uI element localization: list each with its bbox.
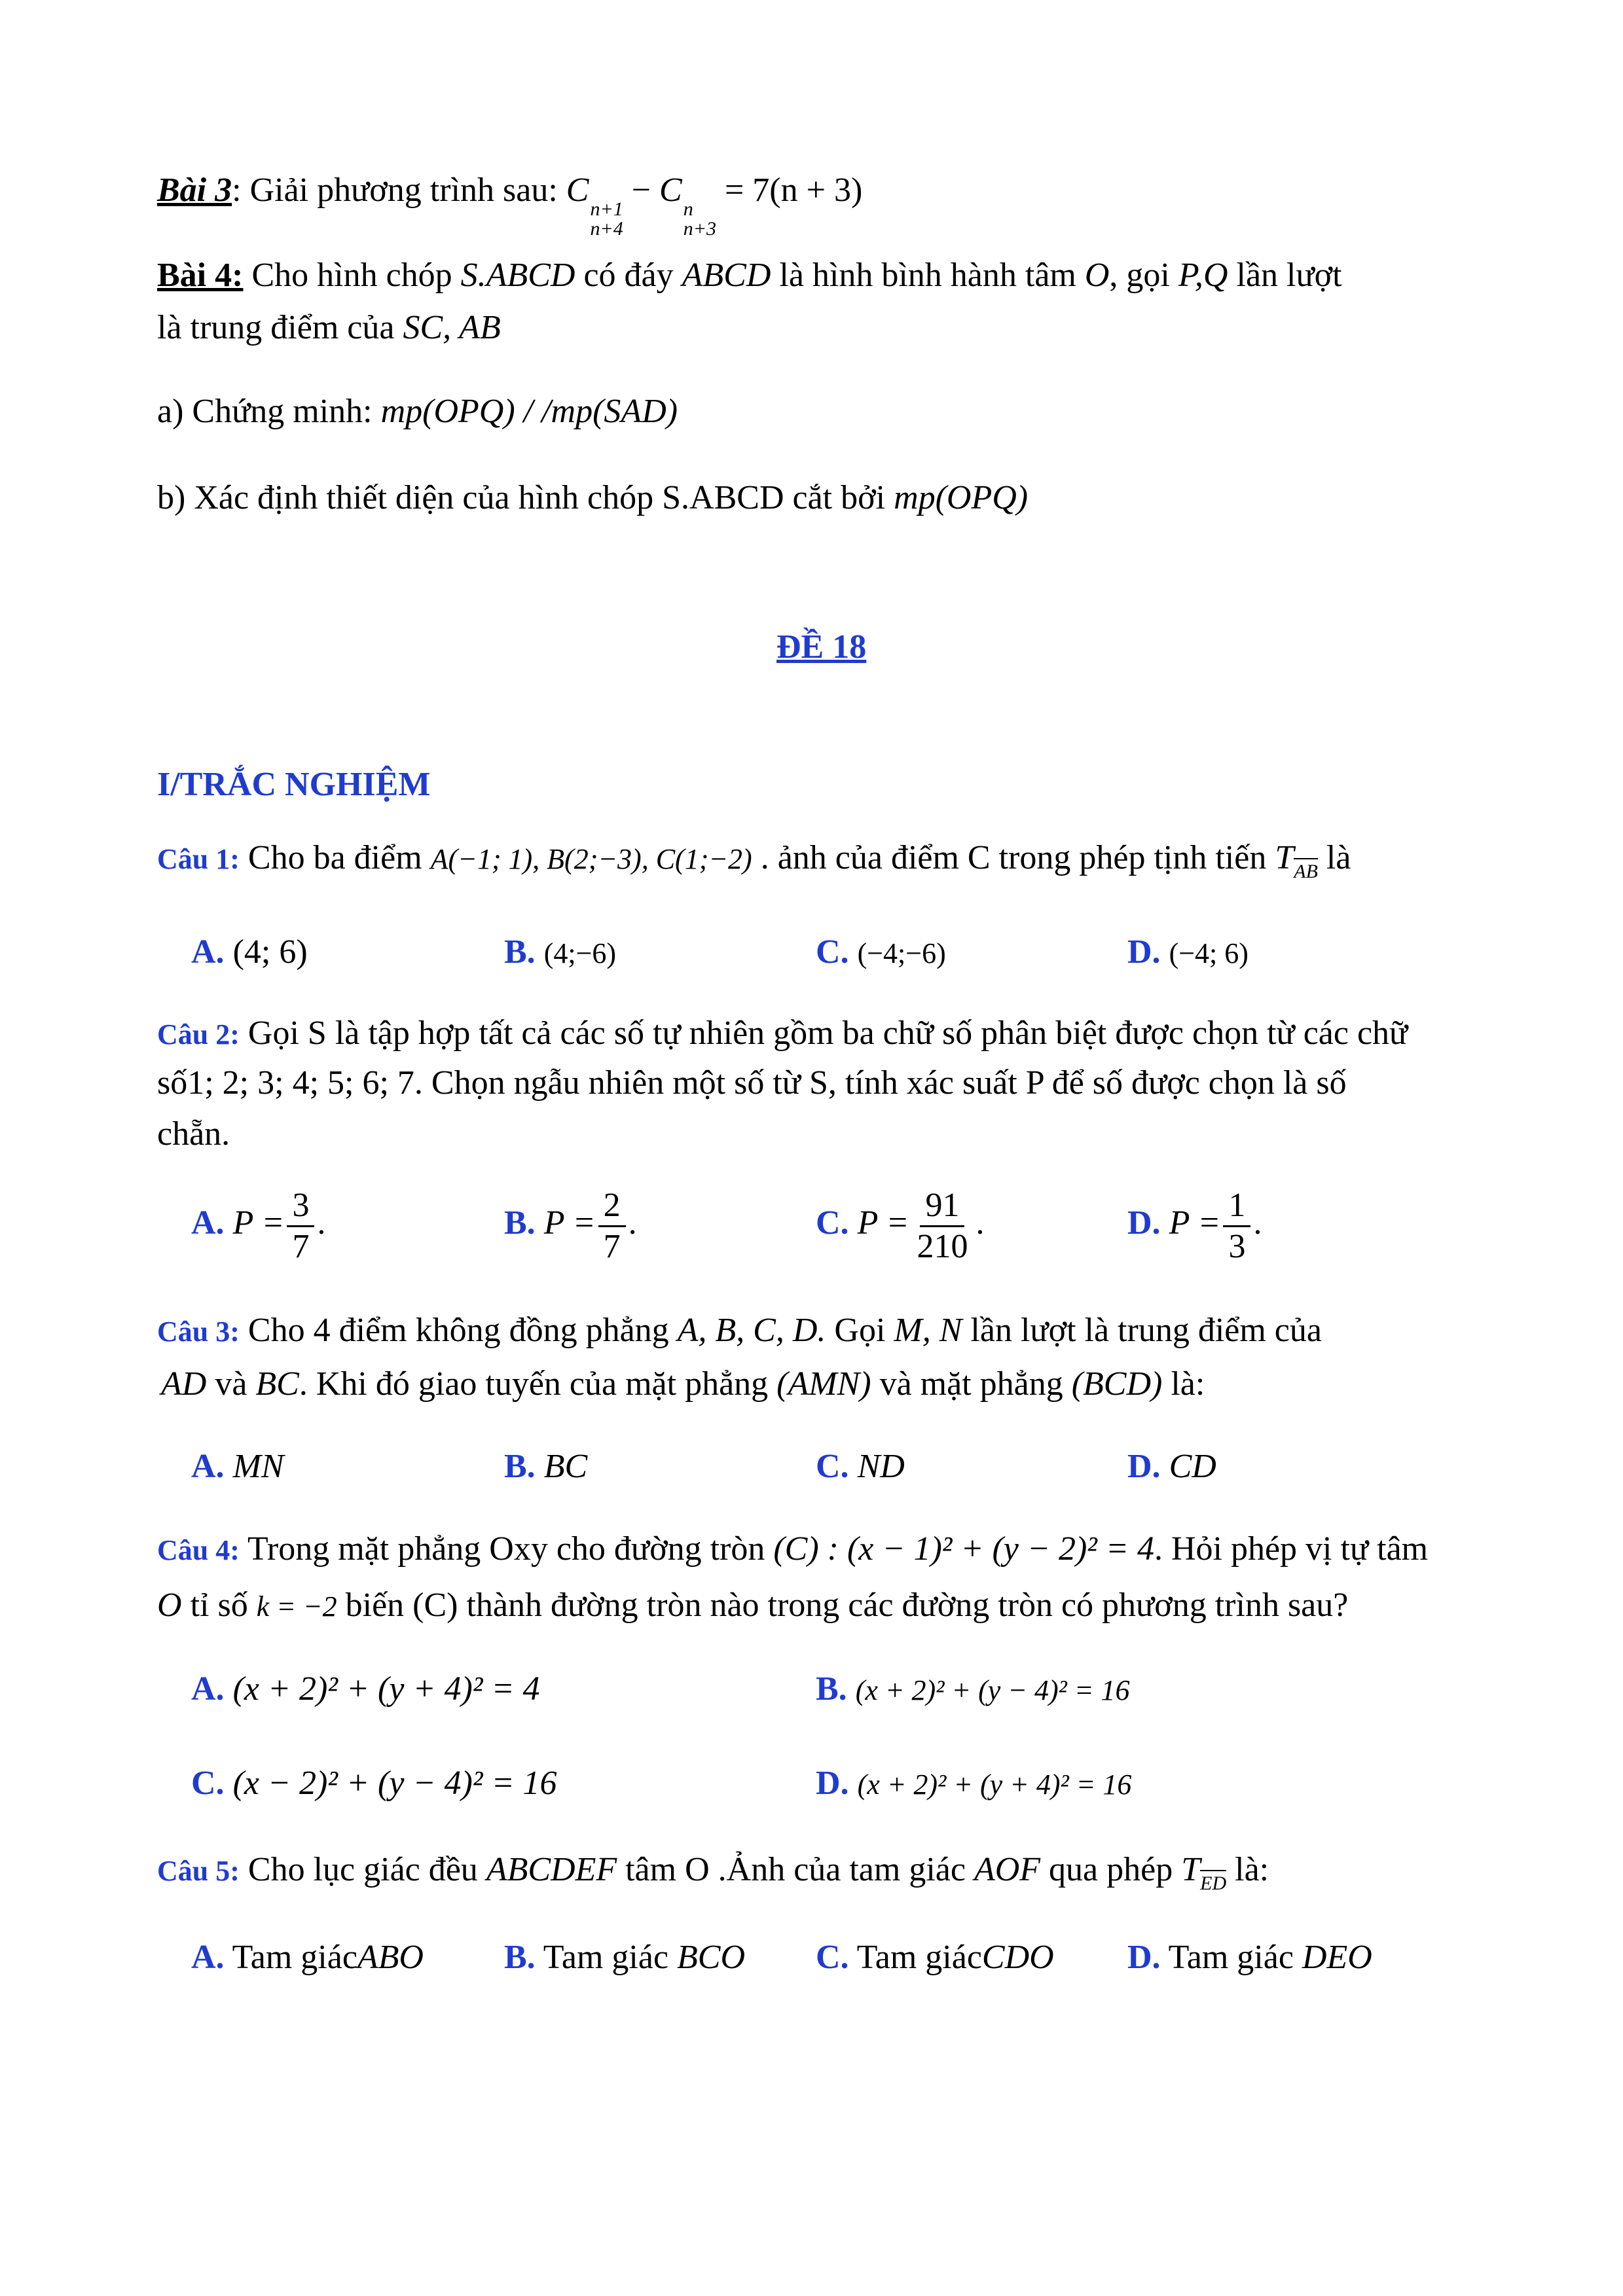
cau5-option-a: [191, 1936, 424, 1979]
option-value: (x + 2)² + (y + 4)² = 4: [232, 1670, 540, 1708]
bai4-sabcd: S.ABCD: [460, 257, 575, 294]
option-value: CDO: [981, 1939, 1054, 1976]
cau3-text2: Gọi: [826, 1312, 894, 1349]
fraction: [287, 1186, 314, 1266]
option-label: A.: [191, 1448, 225, 1485]
cau3-amn: (AMN): [776, 1365, 871, 1403]
cau1-text3: là: [1317, 839, 1351, 876]
option-label: C.: [816, 1939, 849, 1976]
option-label: D.: [816, 1765, 849, 1802]
bai4-part-a-text: a) Chứng minh:: [157, 393, 381, 430]
option-label: A.: [191, 933, 225, 971]
cau4-text1: Trong mặt phẳng Oxy cho đường tròn: [239, 1530, 774, 1568]
cau5-text3: qua phép: [1040, 1851, 1182, 1888]
cau1-label: Câu 1:: [157, 843, 240, 875]
bai4-sc-ab: SC, AB: [403, 309, 501, 346]
cau3-label: Câu 3:: [157, 1316, 240, 1348]
bai3-line: [157, 169, 862, 239]
bai4-part-a: [157, 390, 678, 433]
cau4-line1: [157, 1528, 1428, 1570]
option-label: A.: [191, 1939, 225, 1976]
option-value: DEO: [1302, 1939, 1372, 1976]
option-value: ND: [857, 1448, 905, 1485]
option-lhs: P =: [232, 1204, 285, 1242]
option-label: B.: [504, 933, 536, 971]
cau3-line2-text: . Khi đó giao tuyến của mặt phẳng: [299, 1365, 777, 1403]
option-label: D.: [1127, 1204, 1161, 1242]
cau3-line1: [157, 1309, 1322, 1352]
cau4-k: k = −2: [256, 1590, 337, 1623]
cau1-t: T: [1275, 839, 1294, 876]
bai3-c1-sup: n+1: [590, 198, 623, 220]
bai3-minus: −: [623, 171, 660, 209]
cau1-option-d: [1127, 931, 1249, 973]
cau3-bc: BC: [255, 1365, 299, 1403]
bai4-pq: P,Q: [1178, 257, 1228, 294]
numerator: 3: [287, 1186, 314, 1227]
denominator: 3: [1228, 1227, 1246, 1265]
cau4-option-c: [191, 1762, 557, 1804]
cau4-line2-text2: biến (C) thành đường tròn nào trong các đường tròn có phương trình sau?: [337, 1587, 1349, 1624]
option-value: (−4; 6): [1169, 937, 1249, 969]
cau3-line2-text3: là:: [1162, 1365, 1205, 1403]
bai3-c1-indices: [590, 200, 623, 239]
option-label: A.: [191, 1670, 225, 1708]
option-value: (x + 2)² + (y − 4)² = 16: [855, 1674, 1130, 1706]
bai3-c1: C: [566, 171, 589, 209]
option-value: BCO: [677, 1939, 746, 1976]
denominator: 7: [603, 1227, 621, 1265]
option-label: B.: [504, 1939, 536, 1976]
cau2-line1: [157, 1012, 1408, 1054]
bai3-c2-indices: [684, 200, 716, 239]
option-lhs: P =: [1169, 1204, 1221, 1242]
bai4-line2-text: là trung điểm của: [157, 309, 403, 346]
option-label: C.: [816, 1204, 849, 1242]
option-lhs: P =: [543, 1204, 596, 1242]
cau1-points: A(−1; 1), B(2;−3), C(1;−2): [430, 843, 752, 875]
cau4-option-d: [816, 1762, 1131, 1804]
bai4-line1: [157, 254, 1342, 296]
bai4-text1: Cho hình chóp: [243, 257, 461, 294]
cau5-aof: AOF: [974, 1851, 1041, 1888]
option-label: A.: [191, 1204, 225, 1242]
cau3-option-b: [504, 1445, 587, 1488]
cau2-line2: số1; 2; 3; 4; 5; 6; 7. Chọn ngẫu nhiên một số từ S, tính xác suất P để số được chọn là số: [157, 1064, 1347, 1102]
cau2-option-b: B. P = $\frac{2}{7}$ .: [504, 1187, 637, 1265]
cau2-option-a: A. P = $\frac{3}{7}$ .: [191, 1187, 326, 1265]
cau2-line1-text: Gọi S là tập hợp tất cả các số tự nhiên gồm ba chữ số phân biệt được chọn từ các chữ: [239, 1014, 1408, 1052]
option-lhs: P =: [857, 1204, 909, 1242]
option-label: B.: [504, 1204, 536, 1242]
option-label: B.: [504, 1448, 536, 1485]
option-value: CD: [1169, 1448, 1216, 1485]
option-text: Tam giác: [1168, 1939, 1302, 1976]
cau3-mn: M, N: [894, 1312, 962, 1349]
cau2-label: Câu 2:: [157, 1018, 240, 1050]
cau3-text1: Cho 4 điểm không đồng phẳng: [239, 1312, 678, 1349]
cau5-t-sub: ED: [1200, 1871, 1226, 1896]
cau5-abcdef: ABCDEF: [486, 1851, 617, 1888]
bai4-part-b: [157, 476, 1028, 519]
cau5-line: [157, 1848, 1269, 1894]
option-label: C.: [816, 933, 849, 971]
option-value: (−4;−6): [857, 937, 946, 969]
option-value: ABO: [357, 1939, 424, 1976]
cau3-line2-text2: và mặt phẳng: [871, 1365, 1072, 1403]
fraction: [598, 1186, 626, 1266]
cau3-option-c: [816, 1445, 905, 1488]
bai4-o: O: [1084, 257, 1110, 294]
cau3-text3: lần lượt là trung điểm của: [962, 1312, 1322, 1349]
cau3-points: A, B, C, D.: [677, 1312, 826, 1349]
option-label: B.: [816, 1670, 847, 1708]
cau1-text1: Cho ba điểm: [239, 839, 431, 876]
bai4-text4: , gọi: [1109, 257, 1178, 294]
cau5-option-c: [816, 1936, 1054, 1979]
bai4-abcd: ABCD: [682, 257, 771, 294]
fraction: [1223, 1186, 1250, 1266]
cau5-option-b: [504, 1936, 745, 1979]
cau2-option-c: C. P = $\frac{91}{210}$ .: [816, 1187, 985, 1265]
bai4-text2: có đáy: [575, 257, 682, 294]
cau5-text1: Cho lục giác đều: [239, 1851, 486, 1888]
cau5-t: T: [1181, 1851, 1201, 1888]
option-label: D.: [1127, 933, 1161, 971]
option-value: MN: [232, 1448, 284, 1485]
cau4-line2-text: tỉ số: [181, 1587, 257, 1624]
cau2-option-d: D. P = $\frac{1}{3}$ .: [1127, 1187, 1262, 1265]
cau4-option-a: [191, 1668, 540, 1710]
cau1-text2: . ảnh của điểm C trong phép tịnh tiến: [752, 839, 1275, 876]
cau3-option-a: [191, 1445, 284, 1488]
bai3-label: Bài 3: [157, 171, 232, 209]
cau1-t-sub: AB: [1294, 859, 1318, 884]
cau2-line3: chẵn.: [157, 1115, 230, 1153]
cau1-option-b: [504, 931, 616, 973]
cau3-bcd: (BCD): [1071, 1365, 1163, 1403]
option-value: (4;−6): [543, 937, 617, 969]
option-text: Tam giác: [856, 1939, 982, 1976]
option-value: (4; 6): [232, 933, 308, 971]
cau3-va: và: [206, 1365, 256, 1403]
cau3-ad: AD: [161, 1365, 207, 1403]
denominator: 210: [917, 1227, 968, 1265]
bai4-part-a-math: mp(OPQ) / /mp(SAD): [380, 393, 678, 430]
section-title: I/TRẮC NGHIỆM: [157, 766, 431, 803]
numerator: 2: [598, 1186, 626, 1227]
option-label: D.: [1127, 1939, 1161, 1976]
bai4-line2: [157, 306, 501, 349]
cau3-option-d: [1127, 1445, 1216, 1488]
bai3-rhs: = 7(n + 3): [716, 171, 863, 209]
numerator: 1: [1223, 1186, 1250, 1227]
bai3-c2-sup: n: [683, 198, 693, 220]
cau1-option-c: [816, 931, 946, 973]
cau4-line2: [157, 1584, 1348, 1626]
option-label: C.: [191, 1765, 225, 1802]
bai4-text5: lần lượt: [1228, 257, 1342, 294]
option-value: (x − 2)² + (y − 4)² = 16: [232, 1765, 557, 1802]
fraction: [911, 1186, 973, 1266]
option-text: Tam giác: [543, 1939, 678, 1976]
de-title: ĐỀ 18: [776, 628, 867, 666]
option-label: C.: [816, 1448, 849, 1485]
bai3-c2-sub: n+3: [683, 218, 716, 240]
bai4-text3: là hình bình hành tâm: [771, 257, 1085, 294]
cau4-label: Câu 4:: [157, 1534, 240, 1566]
cau5-option-d: [1127, 1936, 1372, 1979]
cau4-circle: (C) : (x − 1)² + (y − 2)² = 4: [773, 1530, 1154, 1568]
option-value: (x + 2)² + (y + 4)² = 16: [857, 1768, 1132, 1801]
cau5-text2: tâm O .Ảnh của tam giác: [617, 1851, 974, 1888]
cau4-o: O: [157, 1587, 182, 1624]
cau5-label: Câu 5:: [157, 1855, 240, 1887]
option-value: BC: [543, 1448, 588, 1485]
option-text: Tam giác: [232, 1939, 357, 1976]
bai4-label: Bài 4:: [157, 257, 244, 294]
bai4-part-b-math: mp(OPQ): [894, 479, 1029, 516]
cau1-option-a: [191, 931, 308, 973]
cau4-text2: . Hỏi phép vị tự tâm: [1154, 1530, 1429, 1568]
bai4-part-b-text: b) Xác định thiết diện của hình chóp S.ABCD cắt bởi: [157, 479, 894, 516]
cau4-option-b: [816, 1668, 1130, 1710]
denominator: 7: [292, 1227, 310, 1265]
bai3-c1-sub: n+4: [590, 218, 623, 240]
option-label: D.: [1127, 1448, 1161, 1485]
bai3-text: : Giải phương trình sau:: [232, 171, 566, 209]
cau1-line: [157, 836, 1351, 882]
numerator: 91: [920, 1186, 964, 1227]
cau3-line2: [161, 1363, 1205, 1405]
bai3-c2: C: [659, 171, 682, 209]
cau5-text4: là:: [1226, 1851, 1269, 1888]
